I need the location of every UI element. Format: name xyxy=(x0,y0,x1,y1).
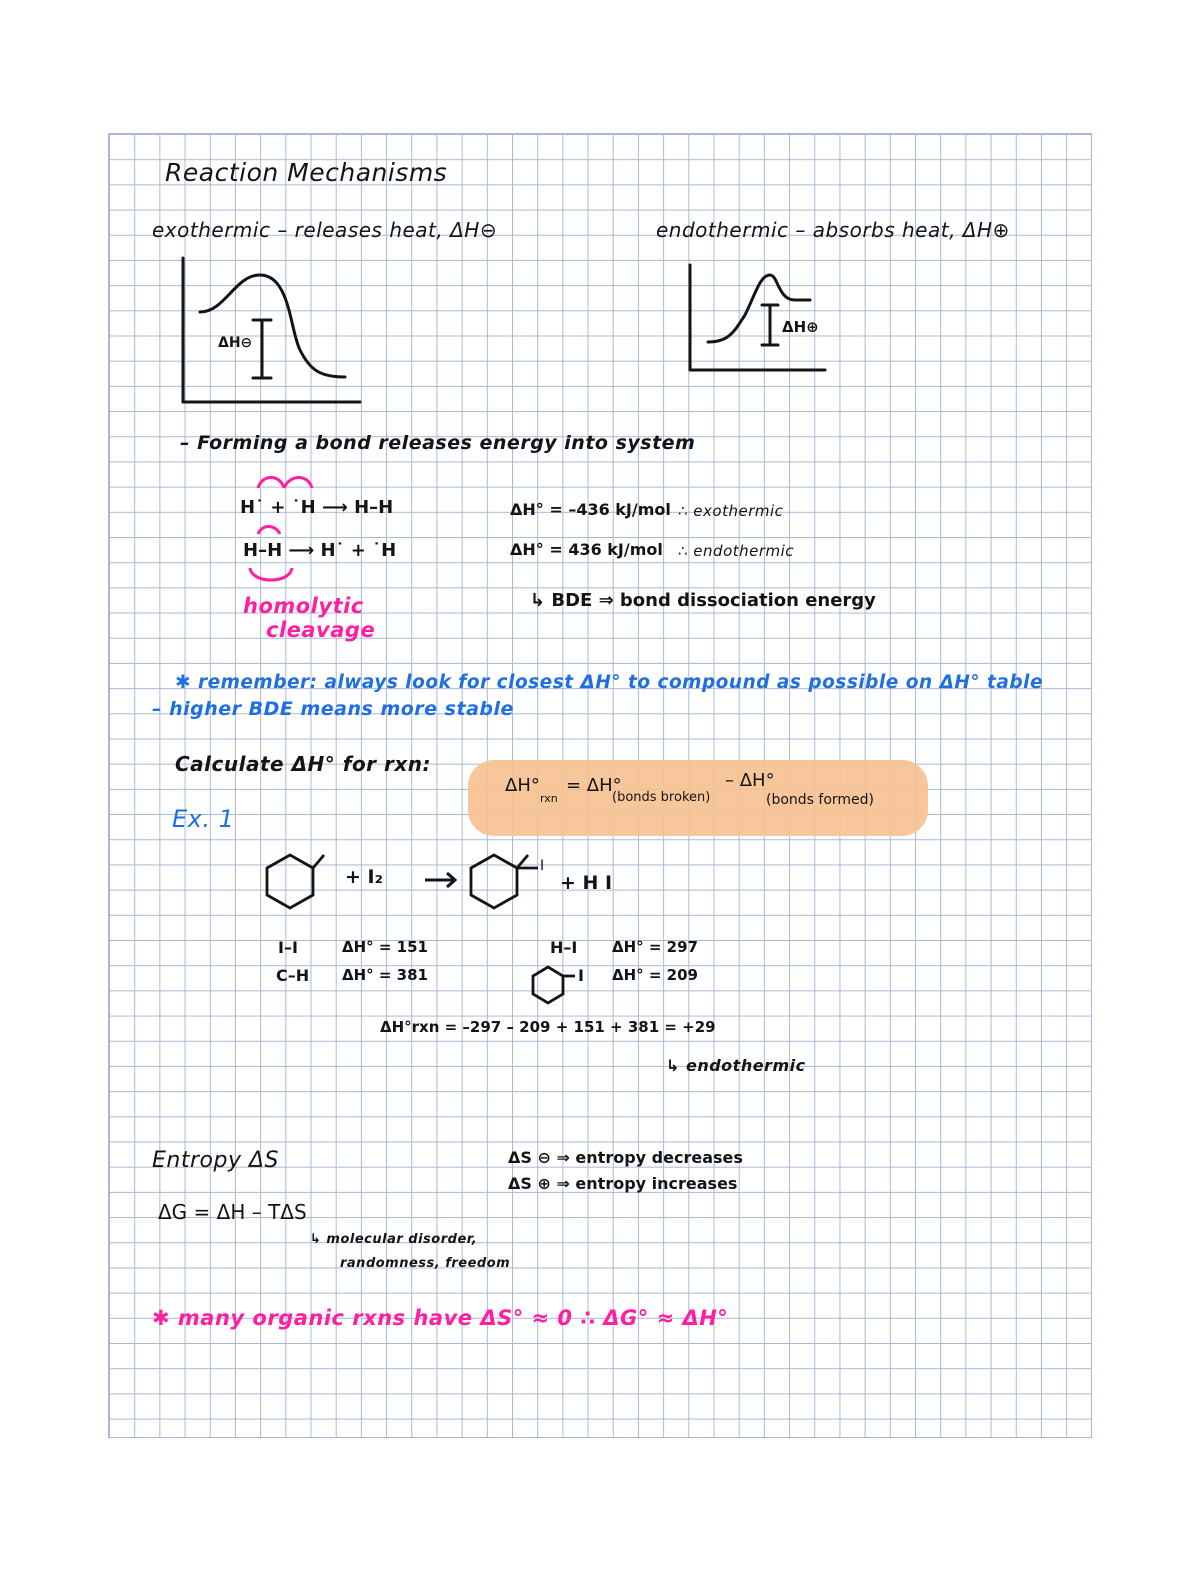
entropy-note-1: ↳ molecular disorder, xyxy=(310,1232,478,1247)
bond-ii-value: ΔH° = 151 xyxy=(342,938,428,956)
bond-hi: H–I xyxy=(550,938,578,957)
endo-delta-label: ΔH⊕ xyxy=(782,318,819,336)
fishhook-arrows xyxy=(250,478,312,581)
exo-curve xyxy=(200,275,345,377)
page-title: Reaction Mechanisms xyxy=(165,158,448,187)
exo-delta-label: ΔH⊖ xyxy=(218,335,253,351)
reaction-1-equation: H˙ + ˙H ⟶ H–H xyxy=(240,497,394,518)
bond-ch: C–H xyxy=(276,966,310,985)
iodo-methylcyclohexane-ring xyxy=(471,855,517,908)
bond-ci-value: ΔH° = 209 xyxy=(612,966,698,984)
cyclohexyl-iodide-ring xyxy=(533,967,563,1003)
entropy-heading: Entropy ΔS xyxy=(152,1148,279,1173)
bde-note: ↳ BDE ⇒ bond dissociation energy xyxy=(530,590,876,611)
entropy-positive: ΔS ⊕ ⇒ entropy increases xyxy=(508,1174,738,1193)
iodo-substituent-label: I xyxy=(540,858,545,874)
homolytic-label-1: homolytic xyxy=(243,594,364,618)
reaction-2-delta: ΔH° = 436 kJ/mol xyxy=(510,540,663,559)
endothermic-note: endothermic – absorbs heat, ΔH⊕ xyxy=(656,218,1010,242)
reaction-2-result: ∴ endothermic xyxy=(678,542,795,560)
remember-note: ✱ remember: always look for closest ΔH° to compound as possible on ΔH° table xyxy=(175,672,1044,693)
bond-ch-value: ΔH° = 381 xyxy=(342,966,428,984)
bond-ii: I–I xyxy=(278,938,298,957)
entropy-negative: ΔS ⊖ ⇒ entropy decreases xyxy=(508,1148,743,1167)
gibbs-equation: ΔG = ΔH – TΔS xyxy=(158,1200,307,1224)
reaction-arrow xyxy=(425,873,455,887)
formula-eq: = ΔH° xyxy=(566,775,622,796)
example-label: Ex. 1 xyxy=(172,805,235,833)
calculate-label: Calculate ΔH° for rxn: xyxy=(175,752,432,776)
exothermic-diagram xyxy=(183,258,360,402)
final-note: ✱ many organic rxns have ΔS° ≈ 0 ∴ ΔG° ≈ ΔH° xyxy=(152,1306,729,1330)
homolytic-label-2: cleavage xyxy=(266,618,376,642)
formula-minus: – ΔH° xyxy=(725,770,775,791)
bond-hi-value: ΔH° = 297 xyxy=(612,938,698,956)
methylcyclohexane-ring xyxy=(267,855,313,908)
exothermic-note: exothermic – releases heat, ΔH⊖ xyxy=(152,218,498,242)
reaction-2-equation: H–H ⟶ H˙ + ˙H xyxy=(243,540,397,561)
reaction-1-result: ∴ exothermic xyxy=(678,502,784,520)
formula-lhs: ΔH° xyxy=(505,775,540,796)
formula-broken-sub: (bonds broken) xyxy=(612,790,711,805)
formula-formed-sub: (bonds formed) xyxy=(766,792,875,808)
forming-note: – Forming a bond releases energy into system xyxy=(180,432,696,454)
rxn-result: ↳ endothermic xyxy=(666,1056,806,1075)
reaction-reagent: + I₂ xyxy=(345,866,383,888)
rxn-calculation: ΔH°rxn = –297 – 209 + 151 + 381 = +29 xyxy=(380,1018,716,1036)
bond-ci: I xyxy=(578,966,584,985)
reaction-1-delta: ΔH° = –436 kJ/mol xyxy=(510,500,671,519)
higher-bde-note: – higher BDE means more stable xyxy=(152,698,514,720)
reaction-product-hi: + H I xyxy=(560,872,613,894)
entropy-note-2: randomness, freedom xyxy=(340,1256,511,1271)
formula-lhs-sub: rxn xyxy=(540,792,558,805)
